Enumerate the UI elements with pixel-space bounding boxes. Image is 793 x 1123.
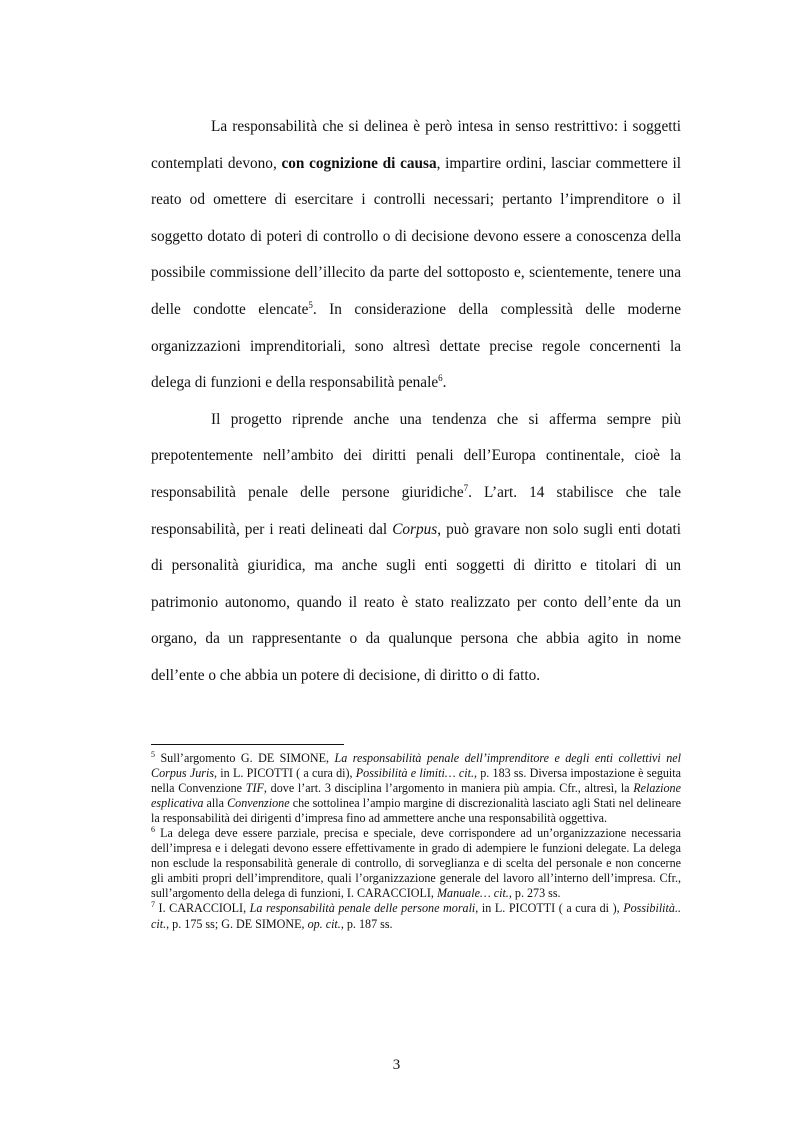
text-run: , p. 187 ss. <box>340 916 393 931</box>
text-run: , p. 183 ss. Diversa impostazione è seguita nella Convenzione <box>151 766 681 796</box>
text-run: La responsabilità che si delinea è però intesa in senso restrittivo: i soggetti contemplati devono, <box>151 118 681 172</box>
text-run: alla <box>203 796 228 811</box>
italic-text: La responsabilità penale delle persone morali <box>249 901 476 916</box>
footnote-ref: 5 <box>151 749 155 759</box>
italic-text: Manuale… cit. <box>436 886 509 901</box>
text-run: , impartire ordini, lasciar commettere il reato od omettere di esercitare i controlli necessari; pertanto l’imprenditore o il soggetto dotato di poteri di controllo o di decisione devono essere a conoscenza della possibile commissione dell’illecito da parte del sottoposto e, scientemente, tenere una delle condotte elencate <box>151 154 681 318</box>
text-run: , in L. PICOTTI ( a cura di ), <box>475 901 624 916</box>
text-run: , dove l’art. 3 disciplina l’argomento in maniera più ampia. Cfr., altresì, la <box>263 781 634 796</box>
text-run: . In considerazione della complessità delle moderne organizzazioni imprenditoriali, sono altresì dettate precise regole concernenti la delega di funzioni e della responsabilità penale <box>151 300 681 392</box>
text-run: , in L. PICOTTI ( a cura di), <box>214 766 356 781</box>
footnote <box>151 751 681 826</box>
page-number: 3 <box>392 1057 401 1073</box>
text-run: . <box>442 374 447 392</box>
italic-text: op. cit. <box>307 916 341 931</box>
bold-text: con cognizione di causa <box>281 154 437 172</box>
footnote-ref: 7 <box>463 482 469 493</box>
italic-text: Possibilità.. cit. <box>151 901 681 931</box>
footnotes <box>151 751 681 932</box>
text-run: I. CARACCIOLI, <box>155 901 250 916</box>
text-run: , p. 273 ss. <box>508 886 561 901</box>
italic-text: La responsabilità penale dell’imprenditore e degli enti collettivi nel Corpus Juris <box>151 751 681 781</box>
italic-text: Possibilità e limiti… cit. <box>355 766 474 781</box>
footnote-ref: 7 <box>151 900 155 910</box>
italic-text: Relazione esplicativa <box>151 781 681 811</box>
italic-text: TIF <box>245 781 264 796</box>
footnote <box>151 826 681 901</box>
footnote-ref: 5 <box>308 299 313 310</box>
text-run: Sull’argomento G. DE SIMONE, <box>155 751 335 765</box>
text-run: che sottolinea l’ampio margine di discrezionalità lasciato agli Stati nel delineare la responsabilità dei dirigenti d’impresa fino ad ammettere anche una responsabilità oggettiva. <box>151 796 681 826</box>
text-run: . L’art. 14 stabilisce che tale responsabilità, per i reati delineati dal <box>151 483 681 538</box>
text-run: Il progetto riprende anche una tendenza che si afferma sempre più prepotentemente nell’ambito dei diritti penali dell’Europa continentale, cioè la responsabilità penale delle persone giuridiche <box>151 410 681 501</box>
main-text <box>151 109 681 695</box>
footnote <box>151 901 681 931</box>
italic-text: Convenzione <box>227 796 290 811</box>
footnote-ref: 6 <box>151 825 155 835</box>
footnote-ref: 6 <box>438 373 443 384</box>
text-run: La delega deve essere parziale, precisa e speciale, deve corrispondere ad un’organizzazione necessaria dell’impresa e i delegati devono essere effettivamente in grado di adempiere le funzioni delegate. La delega non esclude la responsabilità generale di controllo, di sorveglianza e di scelta del personale e non concerne gli ambiti propri dell’imprenditore, quali l’organizzazione generale del lavoro all’interno dell’impresa. Cfr., sull’argomento della delega di funzioni, I. CARACCIOLI, <box>151 826 681 901</box>
text-run: , può gravare non solo sugli enti dotati di personalità giuridica, ma anche sugli enti soggetti di diritto e titolari di un patrimonio autonomo, quando il reato è stato realizzato per conto dell’ente da un organo, da un rappresentante o da qualunque persona che abbia agito in nome dell’ente o che abbia un potere di decisione, di diritto o di fatto. <box>151 520 681 684</box>
paragraph <box>151 109 681 402</box>
italic-text: Corpus <box>392 520 438 538</box>
paragraph <box>151 402 681 695</box>
footnote-separator <box>151 744 344 745</box>
text-run: , p. 175 ss; G. DE SIMONE, <box>166 916 308 931</box>
